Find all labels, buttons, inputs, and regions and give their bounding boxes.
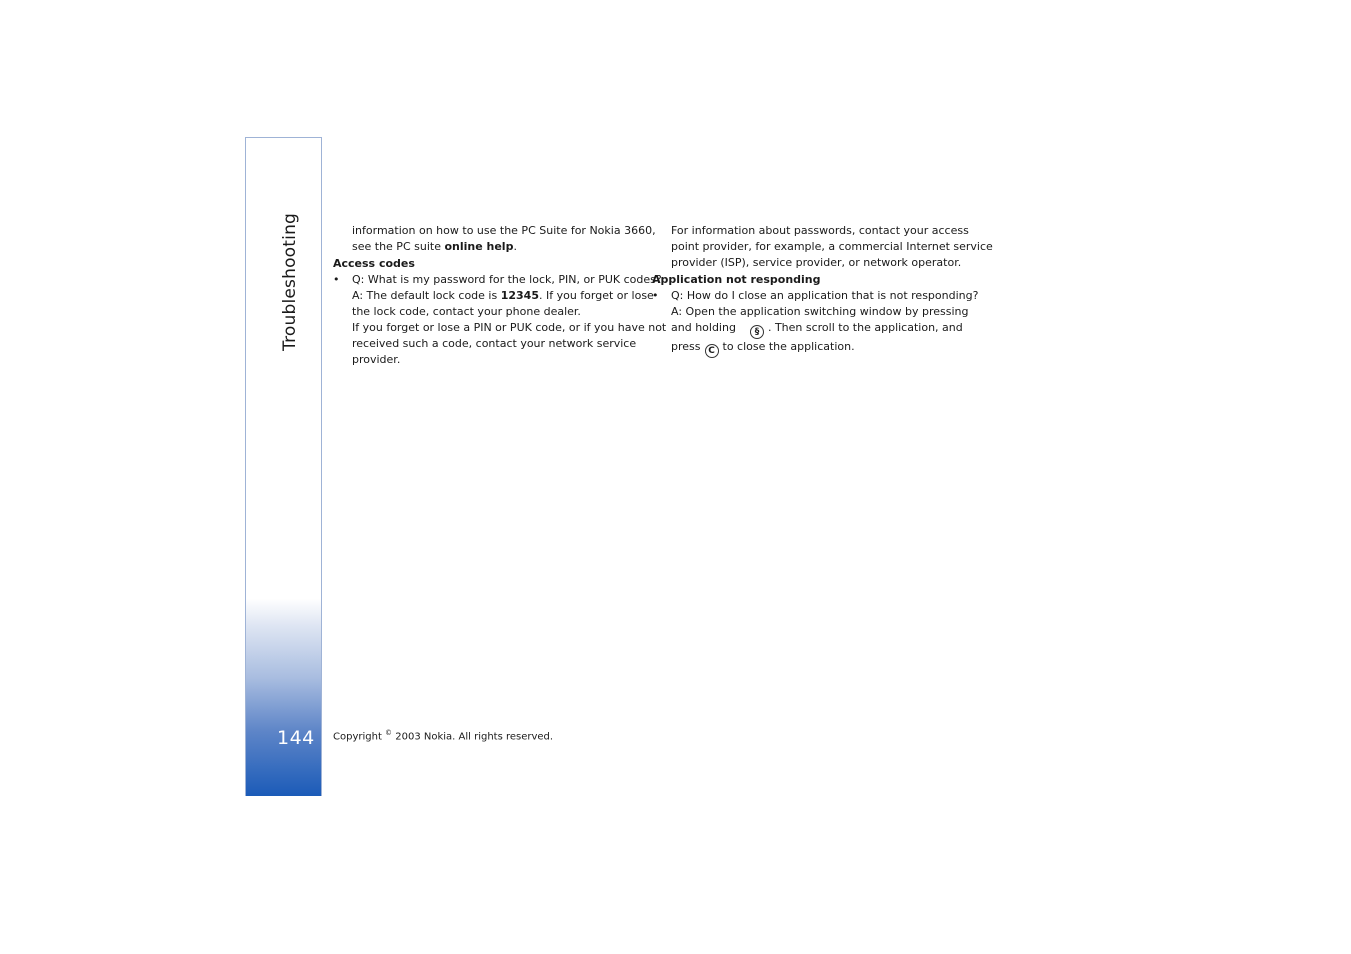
text-line: information on how to use the PC Suite for Nokia 3660, <box>352 224 656 237</box>
text-span: . If you forget or lose <box>538 289 654 302</box>
text-span: and holding <box>671 321 736 334</box>
text-span: Copyright <box>333 731 386 743</box>
answer-line: received such a code, contact your network service <box>352 337 637 350</box>
page-number: 144 <box>277 727 315 749</box>
online-help-term: online help <box>444 240 514 253</box>
answer-line: A: Open the application switching window by pressing <box>671 305 969 318</box>
app-not-responding-heading: Application not responding <box>652 273 821 286</box>
answer-line <box>671 339 962 358</box>
text-span: press <box>671 340 701 353</box>
text-span: to close the application. <box>722 340 855 353</box>
answer-line: If you forget or lose a PIN or PUK code, or if you have not <box>352 321 667 334</box>
text-line: point provider, for example, a commercial Internet service <box>671 240 993 253</box>
intro-paragraph <box>333 223 656 255</box>
clear-key-icon: C <box>705 344 719 358</box>
text-span: see the PC suite <box>352 240 445 253</box>
text-span: . Then scroll to the application, and <box>767 321 963 334</box>
access-codes-qa <box>333 272 667 368</box>
question-line: Q: What is my password for the lock, PIN, or PUK codes? <box>352 273 662 286</box>
answer-line: provider. <box>352 353 401 366</box>
section-title: Troubleshooting <box>280 212 300 351</box>
default-lock-code: 12345 <box>500 289 539 302</box>
text-line: provider (ISP), service provider, or network operator. <box>671 256 962 269</box>
answer-line: the lock code, contact your phone dealer. <box>352 305 581 318</box>
copyright-symbol: © <box>385 729 393 737</box>
menu-key-icon: § <box>750 325 764 339</box>
text-span: . <box>513 240 517 253</box>
bullet: • <box>652 289 659 302</box>
answer-line <box>671 320 962 339</box>
question-line: Q: How do I close an application that is not responding? <box>671 289 979 302</box>
text-span: A: The default lock code is <box>352 289 501 302</box>
access-codes-heading: Access codes <box>333 257 415 270</box>
text-line: For information about passwords, contact your access <box>671 224 969 237</box>
left-column <box>333 223 667 368</box>
copyright-footer <box>333 729 553 742</box>
answer-line <box>352 288 654 304</box>
bullet: • <box>333 273 340 286</box>
text-line <box>352 239 643 255</box>
right-column <box>652 223 993 358</box>
text-span: 2003 Nokia. All rights reserved. <box>392 731 554 743</box>
passwords-paragraph <box>652 223 993 271</box>
app-not-responding-qa <box>652 288 979 358</box>
